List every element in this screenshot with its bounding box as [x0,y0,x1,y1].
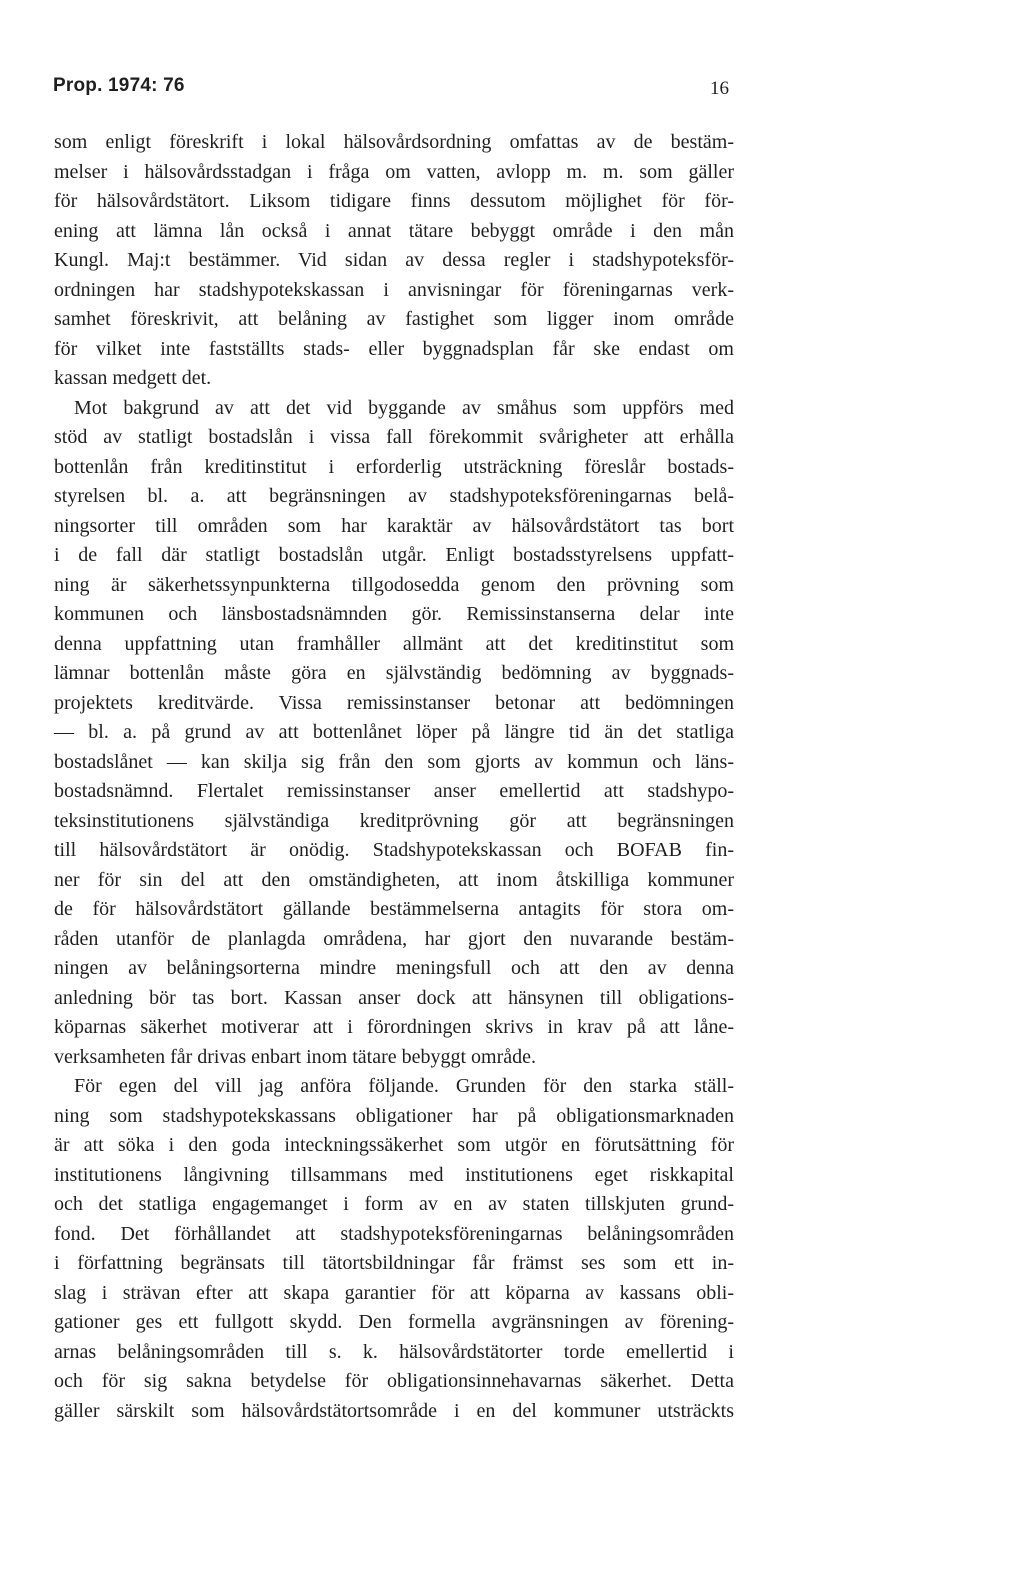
text-line: denna uppfattning utan framhåller allmänt att det kreditinstitut som [54,632,734,655]
text-line: gäller särskilt som hälsovårdstätortsområde i en del kommuner utsträckts [54,1399,734,1422]
text-line: kassan medgett det. [54,367,212,389]
text-line: som enligt föreskrift i lokal hälsovårdsordning omfattas av de bestäm- [54,131,734,153]
text-line: teksinstitutionens självständiga kreditprövning gör att begränsningen [54,809,734,832]
text-line: bottenlån från kreditinstitut i erforderlig utsträckning föreslår bostads- [54,455,734,478]
text-line: melser i hälsovårdsstadgan i fråga om vatten, avlopp m. m. som gäller [54,160,734,183]
text-line: stöd av statligt bostadslån i vissa fall förekommit svårigheter att erhålla [54,426,734,448]
text-line: till hälsovårdstätort är onödig. Stadshypotekskassan och BOFAB fin- [54,839,734,861]
text-line: råden utanför de planlagda områdena, har gjort den nuvarande bestäm- [54,927,734,950]
text-line: anledning bör tas bort. Kassan anser dock att hänsynen till obligations- [54,986,734,1009]
text-line: kommunen och länsbostadsnämnden gör. Remissinstanserna delar inte [54,603,734,625]
text-line: bostadslånet — kan skilja sig från den som gjorts av kommun och läns- [54,750,734,773]
text-line: de för hälsovårdstätort gällande bestämmelserna antagits för stora om- [54,898,734,920]
text-line: fond. Det förhållandet att stadshypoteksföreningarnas belåningsområden [54,1222,734,1245]
text-line: för hälsovårdstätort. Liksom tidigare finns dessutom möjlighet för för- [54,190,734,212]
text-line: ner för sin del att den omständigheten, att inom åtskilliga kommuner [54,868,734,891]
document-reference: Prop. 1974: 76 [53,75,185,96]
page-number: 16 [710,78,729,99]
paragraph [54,394,734,1073]
text-line: lämnar bottenlån måste göra en självständig bedömning av byggnads- [54,662,734,684]
text-line: Kungl. Maj:t bestämmer. Vid sidan av dessa regler i stadshypoteksför- [54,249,734,271]
text-line: i de fall där statligt bostadslån utgår. Enligt bostadsstyrelsens uppfatt- [54,544,734,566]
text-line: institutionens långivning tillsammans med institutionens eget riskkapital [54,1163,734,1186]
text-line: samhet föreskrivit, att belåning av fastighet som ligger inom område [54,308,734,330]
paragraph [54,128,734,394]
text-line: För egen del vill jag anföra följande. Grunden för den starka ställ- [74,1075,734,1097]
text-line: Mot bakgrund av att det vid byggande av småhus som uppförs med [74,396,734,419]
text-line: arnas belåningsområden till s. k. hälsovårdstätorter torde emellertid i [54,1340,734,1363]
text-line: och det statliga engagemanget i form av en av staten tillskjuten grund- [54,1193,734,1215]
text-line: och för sig sakna betydelse för obligationsinnehavarnas säkerhet. Detta [54,1370,734,1392]
text-line: ning som stadshypotekskassans obligationer har på obligationsmarknaden [54,1104,734,1127]
text-line: ning är säkerhetssynpunkterna tillgodosedda genom den prövning som [54,573,734,596]
text-line: gationer ges ett fullgott skydd. Den formella avgränsningen av förening- [54,1311,734,1333]
text-line: köparnas säkerhet motiverar att i förordningen skrivs in krav på att låne- [54,1016,734,1038]
text-line: projektets kreditvärde. Vissa remissinstanser betonar att bedömningen [54,691,734,714]
text-line: för vilket inte fastställts stads- eller byggnadsplan får ske endast om [54,337,734,360]
body-text [54,128,734,1426]
text-line: ordningen har stadshypotekskassan i anvisningar för föreningarnas verk- [54,278,734,301]
text-line: verksamheten får drivas enbart inom tätare bebyggt område. [54,1045,537,1068]
text-line: ningsorter till områden som har karaktär av hälsovårdstätort tas bort [54,514,734,537]
text-line: ningen av belåningsorterna mindre meningsfull och att den av denna [54,957,734,979]
text-line: ening att lämna lån också i annat tätare bebyggt område i den mån [54,219,734,242]
text-line: i författning begränsats till tätortsbildningar får främst ses som ett in- [54,1252,734,1274]
text-line: bostadsnämnd. Flertalet remissinstanser anser emellertid att stadshypo- [54,780,734,802]
text-line: — bl. a. på grund av att bottenlånet löper på längre tid än det statliga [54,721,734,743]
text-line: slag i strävan efter att skapa garantier för att köparna av kassans obli- [54,1281,734,1304]
text-line: styrelsen bl. a. att begränsningen av stadshypoteksföreningarnas belå- [54,485,734,507]
paragraph [54,1072,734,1426]
text-line: är att söka i den goda inteckningssäkerhet som utgör en förutsättning för [54,1134,734,1156]
